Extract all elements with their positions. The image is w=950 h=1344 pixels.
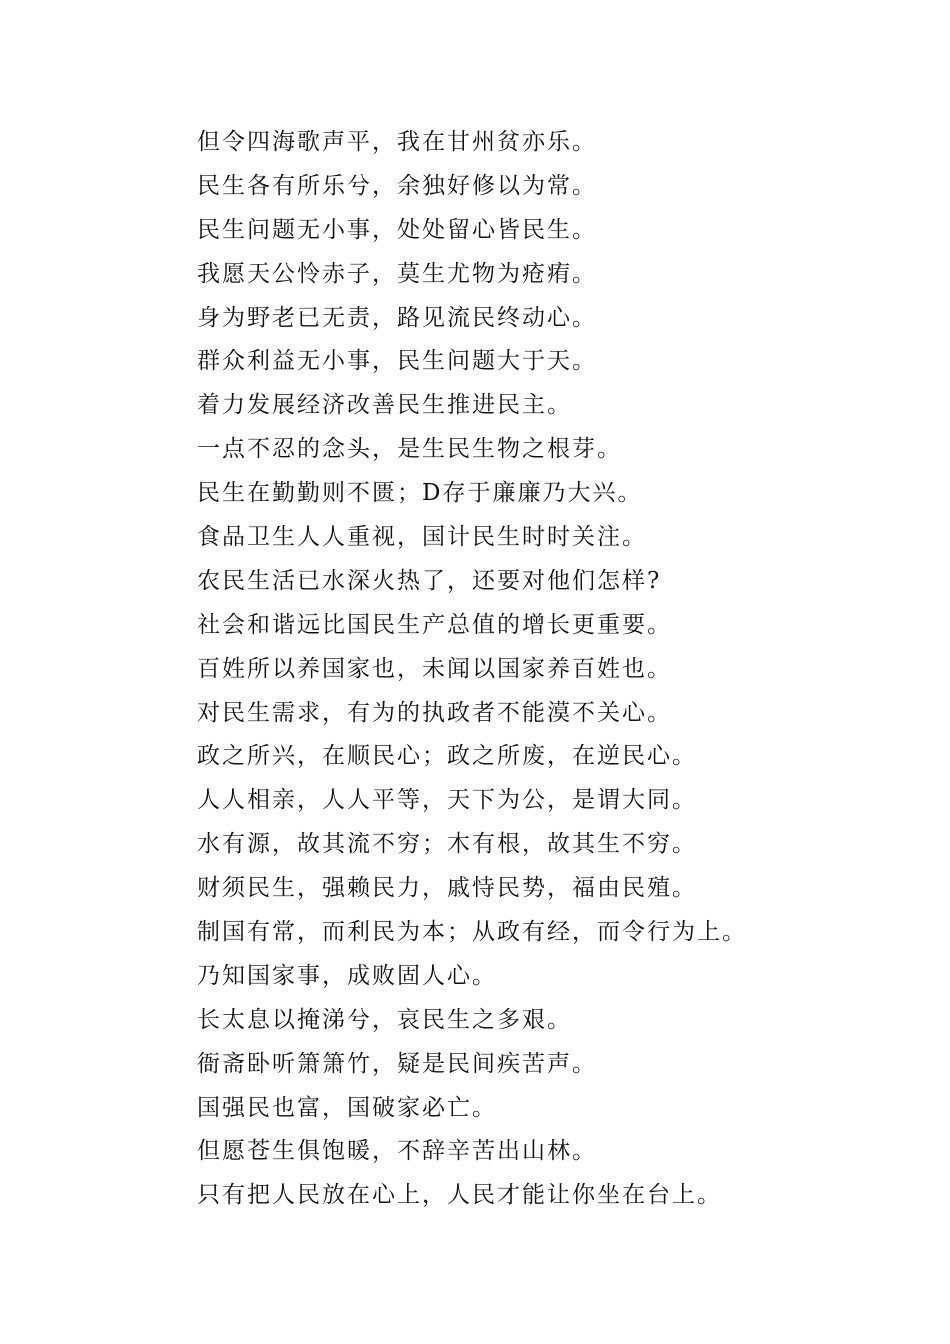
quote-line: 民生问题无小事，处处留心皆民生。 xyxy=(197,216,597,243)
quote-line: 财须民生，强赖民力，戚恃民势，福由民殖。 xyxy=(197,875,697,902)
quote-line: 人人相亲，人人平等，天下为公，是谓大同。 xyxy=(197,787,697,814)
quote-line: 农民生活已水深火热了，还要对他们怎样? xyxy=(197,567,662,594)
quote-line: 国强民也富，国破家必亡。 xyxy=(197,1094,497,1121)
quote-line: 但令四海歌声平，我在甘州贫亦乐。 xyxy=(197,129,597,155)
quote-line: 乃知国家事，成败固人心。 xyxy=(197,962,497,989)
quote-line: 衙斋卧听箫箫竹，疑是民间疾苦声。 xyxy=(197,1050,597,1077)
quote-line: 政之所兴，在顺民心；政之所废，在逆民心。 xyxy=(197,743,697,770)
quote-line: 长太息以掩涕兮，哀民生之多艰。 xyxy=(197,1006,572,1033)
quote-line: 我愿天公怜赤子，莫生尤物为疮痏。 xyxy=(197,260,597,287)
quote-line: 一点不忍的念头，是生民生物之根芽。 xyxy=(197,436,622,463)
quote-line: 身为野老已无责，路见流民终动心。 xyxy=(197,304,597,331)
quote-line: 着力发展经济改善民生推进民主。 xyxy=(197,392,572,419)
quote-line: 民生在勤勤则不匮；D存于廉廉乃大兴。 xyxy=(197,480,643,507)
quote-list xyxy=(197,124,747,1221)
quote-line: 百姓所以养国家也，未闻以国家养百姓也。 xyxy=(197,655,672,682)
quote-line: 对民生需求，有为的执政者不能漠不关心。 xyxy=(197,699,672,726)
quote-line: 水有源，故其流不穷；木有根，故其生不穷。 xyxy=(197,831,697,858)
quote-line: 但愿苍生俱饱暖，不辞辛苦出山林。 xyxy=(197,1138,597,1165)
quote-line: 民生各有所乐兮，余独好修以为常。 xyxy=(197,172,597,199)
quote-line: 只有把人民放在心上，人民才能让你坐在台上。 xyxy=(197,1182,722,1209)
quote-line: 制国有常，而利民为本；从政有经，而令行为上。 xyxy=(197,919,747,946)
quote-line: 社会和谐远比国民生产总值的增长更重要。 xyxy=(197,611,672,638)
quote-line: 群众利益无小事，民生问题大于天。 xyxy=(197,348,597,375)
quote-line: 食品卫生人人重视，国计民生时时关注。 xyxy=(197,524,647,551)
